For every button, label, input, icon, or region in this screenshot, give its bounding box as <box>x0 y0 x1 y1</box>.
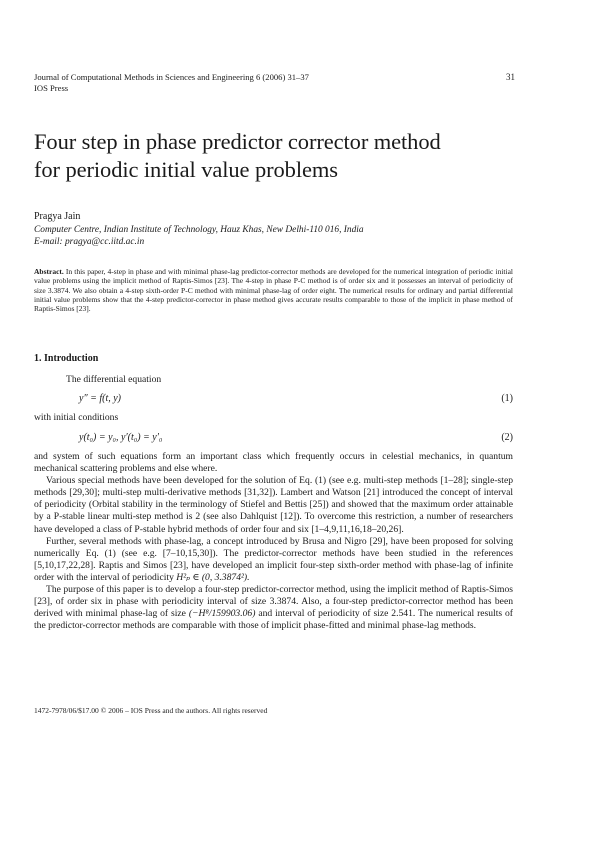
body-text <box>34 451 513 632</box>
title-line-2: for periodic initial value problems <box>34 157 338 182</box>
equation-1: y″ = f(t, y) <box>79 393 122 404</box>
phase-lag-math: (−H⁸/159903.06) <box>188 608 256 620</box>
title-line-1: Four step in phase predictor corrector method <box>34 129 441 154</box>
publisher: IOS Press <box>34 83 69 93</box>
author-affiliation <box>34 224 364 248</box>
paragraph-4-text: The purpose of this paper is to develop a four-step predictor-corrector method, using the implicit method of Raptis-Simos [23], of order six in phase with periodicity interval of size 3.3874. Also, a four-step predictor-corrector method has been derived with minimal phase-lag of size <box>34 584 513 620</box>
paper-title <box>34 128 441 184</box>
abstract <box>34 267 513 313</box>
intro-line: The differential equation <box>66 374 162 385</box>
paragraph-3-text: Further, several methods with phase-lag, a concept introduced by Brusa and Nigro [29], have been proposed for solving numerically Eq. (1) (see e.g. [7–10,15,30]). The predictor-corrector methods have been studied in the references [5,10,17,22,28]. Raptis and Simos [23], have developed an implicit four-step sixth-order method with phase-lag of infinite order with the interval of periodicity <box>34 535 513 583</box>
affiliation: Computer Centre, Indian Institute of Technology, Hauz Khas, New Delhi-110 016, India <box>34 225 364 235</box>
abstract-text: In this paper, 4-step in phase and with minimal phase-lag predictor-corrector methods are developed for the numerical integration of periodic initial value problems using the implicit method of Raptis-Simos [23]. The 4-step in phase P-C method is of order six and it possesses an interval of periodicity of size 3.3874. We also obtain a 4-step sixth-order P-C method with minimal phase-lag of order eight. The numerical results for ordinary and partial differential initial value problems show that the 4-step predictor-corrector in phase method gives accurate results comparable to those of the implicit in phase method of Raptis-Simos [23]. <box>34 267 513 314</box>
periodicity-interval-math: H²ₚ ∈ (0, 3.3874²). <box>176 571 250 583</box>
author-name: Pragya Jain <box>34 211 81 222</box>
copyright-footer: 1472-7978/06/$17.00 © 2006 – IOS Press and the authors. All rights reserved <box>34 706 268 715</box>
paragraph-2: Various special methods have been developed for the solution of Eq. (1) (see e.g. multi-step methods [1–28]; single-step methods [29,30]; multi-step multi-derivative methods [31,32]). Lambert and Watson [21] introduced the concept of interval of periodicity (Orbital stability in the terminology of Stiefel and Bettis [25]) and showed that the maximum order attainable by a P-stable linear multi-step method is 2 (see also Dahlquist [12]). To overcome this restriction, a number of researchers have developed a class of P-stable hybrid methods of order four and six [1–4,9,11,16,18–20,26]. <box>34 475 513 535</box>
equation-2-number: (2) <box>501 432 513 443</box>
equation-2: y(t₀) = y₀, y′(t₀) = y′₀ <box>79 432 163 443</box>
equation-1-number: (1) <box>501 393 513 404</box>
abstract-label: Abstract. <box>34 267 64 276</box>
paragraph-1: and system of such equations form an important class which frequently occurs in celestial mechanics, in quantum mechanical scattering problems and else where. <box>34 451 513 475</box>
page-number: 31 <box>506 72 515 82</box>
author-email: E-mail: pragya@cc.iitd.ac.in <box>34 237 145 247</box>
section-heading: 1. Introduction <box>34 353 99 364</box>
paragraph-4 <box>34 584 513 632</box>
journal-header <box>34 72 309 94</box>
paragraph-3 <box>34 536 513 584</box>
initial-conditions-line: with initial conditions <box>34 412 119 423</box>
paragraph-4-end: and interval of periodicity of size 2.541. The numerical results of the predictor-corrector methods are comparable with those of implicit phase-fitted and minimal phase-lag methods. <box>34 608 514 632</box>
journal-name: Journal of Computational Methods in Sciences and Engineering 6 (2006) 31–37 <box>34 72 309 82</box>
